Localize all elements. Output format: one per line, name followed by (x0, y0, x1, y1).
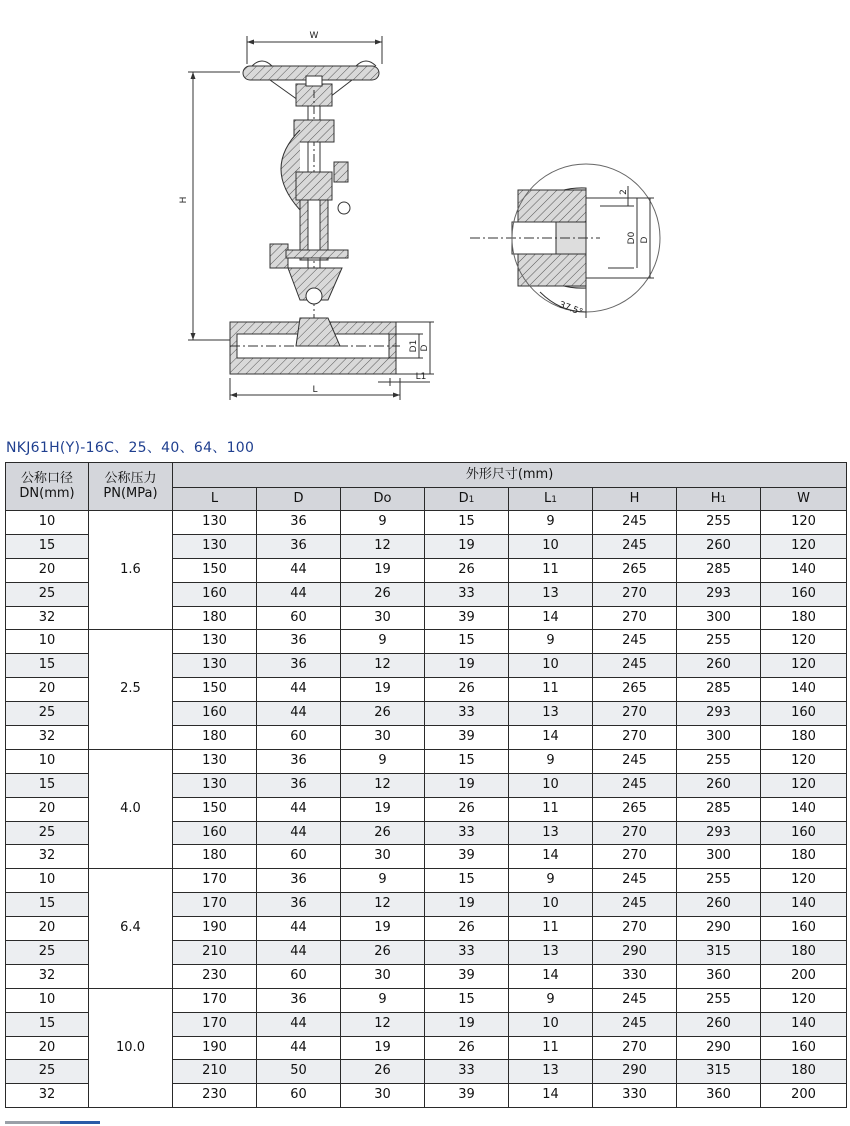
dim-cell: 30 (341, 1084, 425, 1108)
dim-cell: 255 (677, 630, 761, 654)
dim-cell: 26 (341, 821, 425, 845)
dim-cell: 12 (341, 654, 425, 678)
header-dimensions: 外形尺寸(mm) (173, 463, 847, 488)
dim-cell: 26 (425, 678, 509, 702)
dim-cell: 19 (425, 534, 509, 558)
dim-cell: 245 (593, 869, 677, 893)
dim-cell: 245 (593, 988, 677, 1012)
dn-cell: 15 (6, 654, 89, 678)
table-row (6, 988, 847, 1012)
dim-cell: 255 (677, 988, 761, 1012)
dim-cell: 15 (425, 630, 509, 654)
dn-cell: 15 (6, 534, 89, 558)
dim-cell: 210 (173, 941, 257, 965)
dim-cell: 245 (593, 773, 677, 797)
table-row (6, 630, 847, 654)
dim-cell: 245 (593, 1012, 677, 1036)
dim-cell: 44 (257, 797, 341, 821)
dim-cell: 160 (761, 702, 847, 726)
dim-cell: 180 (761, 1060, 847, 1084)
dim-cell: 9 (509, 869, 593, 893)
dim-cell: 300 (677, 726, 761, 750)
dim-cell: 293 (677, 821, 761, 845)
dim-cell: 30 (341, 606, 425, 630)
dim-cell: 15 (425, 749, 509, 773)
dim-cell: 26 (425, 558, 509, 582)
dim-cell: 170 (173, 988, 257, 1012)
dn-cell: 25 (6, 821, 89, 845)
dim-cell: 180 (761, 845, 847, 869)
dim-cell: 10 (509, 1012, 593, 1036)
dim-cell: 245 (593, 893, 677, 917)
dim-cell: 36 (257, 749, 341, 773)
dim-cell: 30 (341, 726, 425, 750)
dim-cell: 285 (677, 797, 761, 821)
dim-cell: 180 (173, 845, 257, 869)
dim-cell: 160 (761, 821, 847, 845)
dim-cell: 14 (509, 1084, 593, 1108)
dim-cell: 260 (677, 893, 761, 917)
dim-cell: 14 (509, 845, 593, 869)
dim-cell: 36 (257, 534, 341, 558)
dim-cell: 245 (593, 534, 677, 558)
dim-cell: 14 (509, 606, 593, 630)
dim-cell: 120 (761, 534, 847, 558)
dim-cell: 285 (677, 678, 761, 702)
pn-cell: 1.6 (89, 511, 173, 630)
dim-cell: 11 (509, 1036, 593, 1060)
dim-cell: 270 (593, 1036, 677, 1060)
header-col: W (761, 488, 847, 511)
dim-cell: 265 (593, 558, 677, 582)
detail-label-angle: 37.5° (557, 300, 584, 319)
dim-cell: 160 (173, 582, 257, 606)
dim-cell: 36 (257, 511, 341, 535)
dim-cell: 130 (173, 511, 257, 535)
dim-cell: 15 (425, 988, 509, 1012)
dn-cell: 32 (6, 1084, 89, 1108)
dim-cell: 36 (257, 773, 341, 797)
dim-cell: 230 (173, 1084, 257, 1108)
dim-cell: 330 (593, 1084, 677, 1108)
dim-cell: 39 (425, 964, 509, 988)
dim-cell: 255 (677, 511, 761, 535)
dim-cell: 15 (425, 511, 509, 535)
dim-cell: 39 (425, 606, 509, 630)
dim-cell: 26 (425, 797, 509, 821)
dim-cell: 255 (677, 749, 761, 773)
dim-cell: 10 (509, 893, 593, 917)
dim-cell: 12 (341, 773, 425, 797)
dim-cell: 60 (257, 726, 341, 750)
dim-cell: 44 (257, 558, 341, 582)
dim-cell: 140 (761, 893, 847, 917)
dim-cell: 36 (257, 654, 341, 678)
dim-cell: 190 (173, 1036, 257, 1060)
dim-cell: 180 (761, 941, 847, 965)
detail-label-2: 2 (619, 189, 629, 195)
header-pn: 公称压力 PN(MPa) (89, 463, 173, 511)
dn-cell: 32 (6, 845, 89, 869)
dim-label-l: L (312, 385, 318, 395)
dim-cell: 290 (593, 941, 677, 965)
dn-cell: 15 (6, 773, 89, 797)
dim-cell: 13 (509, 821, 593, 845)
dim-cell: 9 (341, 630, 425, 654)
dim-cell: 14 (509, 964, 593, 988)
dim-cell: 190 (173, 917, 257, 941)
dim-cell: 26 (425, 1036, 509, 1060)
dn-cell: 20 (6, 1036, 89, 1060)
dim-cell: 260 (677, 1012, 761, 1036)
dim-cell: 270 (593, 917, 677, 941)
dim-cell: 50 (257, 1060, 341, 1084)
dim-cell: 60 (257, 964, 341, 988)
dim-cell: 293 (677, 702, 761, 726)
dim-cell: 13 (509, 941, 593, 965)
header-col: H1 (677, 488, 761, 511)
dn-cell: 20 (6, 558, 89, 582)
dim-cell: 44 (257, 1036, 341, 1060)
dim-cell: 130 (173, 654, 257, 678)
dim-cell: 170 (173, 1012, 257, 1036)
dim-cell: 33 (425, 1060, 509, 1084)
dim-cell: 330 (593, 964, 677, 988)
table-row (6, 869, 847, 893)
dn-cell: 32 (6, 606, 89, 630)
dim-cell: 36 (257, 893, 341, 917)
dn-cell: 25 (6, 941, 89, 965)
valve-drawing (0, 0, 850, 420)
dim-cell: 290 (593, 1060, 677, 1084)
dn-cell: 15 (6, 893, 89, 917)
dim-cell: 120 (761, 988, 847, 1012)
pn-cell: 4.0 (89, 749, 173, 868)
dim-cell: 19 (341, 558, 425, 582)
dim-cell: 120 (761, 869, 847, 893)
dim-label-d1: D1 (409, 339, 419, 353)
dim-cell: 12 (341, 1012, 425, 1036)
dim-cell: 44 (257, 1012, 341, 1036)
dim-cell: 33 (425, 582, 509, 606)
dim-cell: 44 (257, 678, 341, 702)
dim-cell: 44 (257, 941, 341, 965)
dim-cell: 130 (173, 749, 257, 773)
dim-cell: 120 (761, 511, 847, 535)
dim-cell: 360 (677, 964, 761, 988)
dim-cell: 19 (425, 654, 509, 678)
dim-cell: 315 (677, 941, 761, 965)
dim-cell: 260 (677, 773, 761, 797)
dim-label-w: W (309, 31, 319, 41)
dimension-table (5, 462, 847, 1108)
dim-label-h: H (179, 196, 189, 204)
dim-cell: 140 (761, 558, 847, 582)
dim-cell: 270 (593, 606, 677, 630)
dim-cell: 150 (173, 797, 257, 821)
dn-cell: 32 (6, 726, 89, 750)
dim-cell: 10 (509, 654, 593, 678)
dim-cell: 265 (593, 797, 677, 821)
dim-cell: 13 (509, 1060, 593, 1084)
side-view (188, 36, 434, 400)
dim-cell: 9 (509, 630, 593, 654)
dim-cell: 160 (761, 917, 847, 941)
header-col: Do (341, 488, 425, 511)
dim-cell: 285 (677, 558, 761, 582)
dim-cell: 360 (677, 1084, 761, 1108)
dn-cell: 10 (6, 869, 89, 893)
dim-cell: 11 (509, 678, 593, 702)
dim-cell: 11 (509, 917, 593, 941)
dim-cell: 315 (677, 1060, 761, 1084)
dim-cell: 26 (341, 941, 425, 965)
dim-cell: 13 (509, 702, 593, 726)
dim-cell: 270 (593, 702, 677, 726)
dim-cell: 19 (425, 773, 509, 797)
model-title: NKJ61H(Y)-16C、25、40、64、100 (6, 440, 255, 456)
dim-cell: 44 (257, 702, 341, 726)
dim-label-l1: L1 (415, 372, 427, 382)
dim-cell: 9 (509, 988, 593, 1012)
dn-cell: 10 (6, 749, 89, 773)
dim-cell: 270 (593, 582, 677, 606)
dim-cell: 210 (173, 1060, 257, 1084)
dim-cell: 19 (425, 893, 509, 917)
dim-cell: 160 (761, 582, 847, 606)
dn-cell: 20 (6, 917, 89, 941)
dim-cell: 300 (677, 606, 761, 630)
dim-cell: 39 (425, 845, 509, 869)
dim-cell: 270 (593, 726, 677, 750)
dim-cell: 19 (341, 1036, 425, 1060)
dim-cell: 26 (341, 1060, 425, 1084)
dim-cell: 150 (173, 678, 257, 702)
dim-cell: 180 (761, 606, 847, 630)
dim-cell: 290 (677, 1036, 761, 1060)
dn-cell: 10 (6, 630, 89, 654)
dim-cell: 13 (509, 582, 593, 606)
header-col: D (257, 488, 341, 511)
dim-cell: 14 (509, 726, 593, 750)
dim-cell: 300 (677, 845, 761, 869)
dim-cell: 130 (173, 773, 257, 797)
dim-cell: 60 (257, 845, 341, 869)
dim-cell: 260 (677, 654, 761, 678)
dim-label-d: D (420, 344, 430, 352)
dim-cell: 11 (509, 797, 593, 821)
dim-cell: 44 (257, 821, 341, 845)
dim-cell: 120 (761, 654, 847, 678)
pn-cell: 10.0 (89, 988, 173, 1107)
dim-cell: 180 (761, 726, 847, 750)
dim-cell: 19 (341, 917, 425, 941)
header-dn: 公称口径 DN(mm) (6, 463, 89, 511)
dim-cell: 19 (425, 1012, 509, 1036)
header-col: L (173, 488, 257, 511)
dim-cell: 180 (173, 726, 257, 750)
dim-cell: 33 (425, 941, 509, 965)
dim-cell: 245 (593, 511, 677, 535)
dim-cell: 160 (761, 1036, 847, 1060)
dim-cell: 120 (761, 749, 847, 773)
dim-cell: 39 (425, 726, 509, 750)
dim-cell: 255 (677, 869, 761, 893)
table-row (6, 749, 847, 773)
footer-accent-bar (5, 1121, 100, 1124)
dim-cell: 9 (341, 749, 425, 773)
dn-cell: 32 (6, 964, 89, 988)
dim-cell: 293 (677, 582, 761, 606)
dim-cell: 12 (341, 534, 425, 558)
pn-cell: 6.4 (89, 869, 173, 988)
dim-cell: 160 (173, 821, 257, 845)
detail-label-d: D (640, 236, 650, 244)
dim-cell: 245 (593, 749, 677, 773)
pn-cell: 2.5 (89, 630, 173, 749)
dim-cell: 140 (761, 1012, 847, 1036)
dim-cell: 160 (173, 702, 257, 726)
dn-cell: 25 (6, 1060, 89, 1084)
dim-cell: 265 (593, 678, 677, 702)
dim-cell: 60 (257, 606, 341, 630)
dim-cell: 26 (341, 582, 425, 606)
dim-cell: 36 (257, 630, 341, 654)
dim-cell: 245 (593, 630, 677, 654)
header-col: L1 (509, 488, 593, 511)
dn-cell: 15 (6, 1012, 89, 1036)
dim-cell: 130 (173, 630, 257, 654)
dn-cell: 20 (6, 797, 89, 821)
dn-cell: 20 (6, 678, 89, 702)
dim-cell: 19 (341, 678, 425, 702)
dim-cell: 120 (761, 630, 847, 654)
dim-cell: 140 (761, 678, 847, 702)
header-col: H (593, 488, 677, 511)
dn-cell: 10 (6, 988, 89, 1012)
dim-cell: 200 (761, 964, 847, 988)
dim-cell: 26 (425, 917, 509, 941)
dim-cell: 30 (341, 845, 425, 869)
dim-cell: 260 (677, 534, 761, 558)
dim-cell: 170 (173, 869, 257, 893)
dim-cell: 12 (341, 893, 425, 917)
dim-cell: 44 (257, 917, 341, 941)
dim-cell: 11 (509, 558, 593, 582)
dim-cell: 180 (173, 606, 257, 630)
dim-cell: 9 (509, 749, 593, 773)
dim-cell: 30 (341, 964, 425, 988)
dim-cell: 10 (509, 773, 593, 797)
dim-cell: 26 (341, 702, 425, 726)
dim-cell: 200 (761, 1084, 847, 1108)
dim-cell: 33 (425, 702, 509, 726)
dim-cell: 60 (257, 1084, 341, 1108)
dim-cell: 9 (341, 869, 425, 893)
dim-cell: 33 (425, 821, 509, 845)
dim-cell: 19 (341, 797, 425, 821)
dim-cell: 9 (341, 988, 425, 1012)
dim-cell: 36 (257, 869, 341, 893)
dim-cell: 170 (173, 893, 257, 917)
dim-cell: 270 (593, 845, 677, 869)
dn-cell: 25 (6, 702, 89, 726)
dim-cell: 10 (509, 534, 593, 558)
dim-cell: 290 (677, 917, 761, 941)
dim-cell: 15 (425, 869, 509, 893)
detail-label-d0: D0 (627, 231, 637, 245)
dim-cell: 9 (341, 511, 425, 535)
dim-cell: 270 (593, 821, 677, 845)
dim-cell: 39 (425, 1084, 509, 1108)
dim-cell: 245 (593, 654, 677, 678)
dn-cell: 25 (6, 582, 89, 606)
header-col: D1 (425, 488, 509, 511)
dim-cell: 120 (761, 773, 847, 797)
dim-cell: 140 (761, 797, 847, 821)
dim-cell: 150 (173, 558, 257, 582)
dn-cell: 10 (6, 511, 89, 535)
dim-cell: 130 (173, 534, 257, 558)
table-row (6, 511, 847, 535)
dim-cell: 36 (257, 988, 341, 1012)
dim-cell: 9 (509, 511, 593, 535)
dim-cell: 230 (173, 964, 257, 988)
dim-cell: 44 (257, 582, 341, 606)
